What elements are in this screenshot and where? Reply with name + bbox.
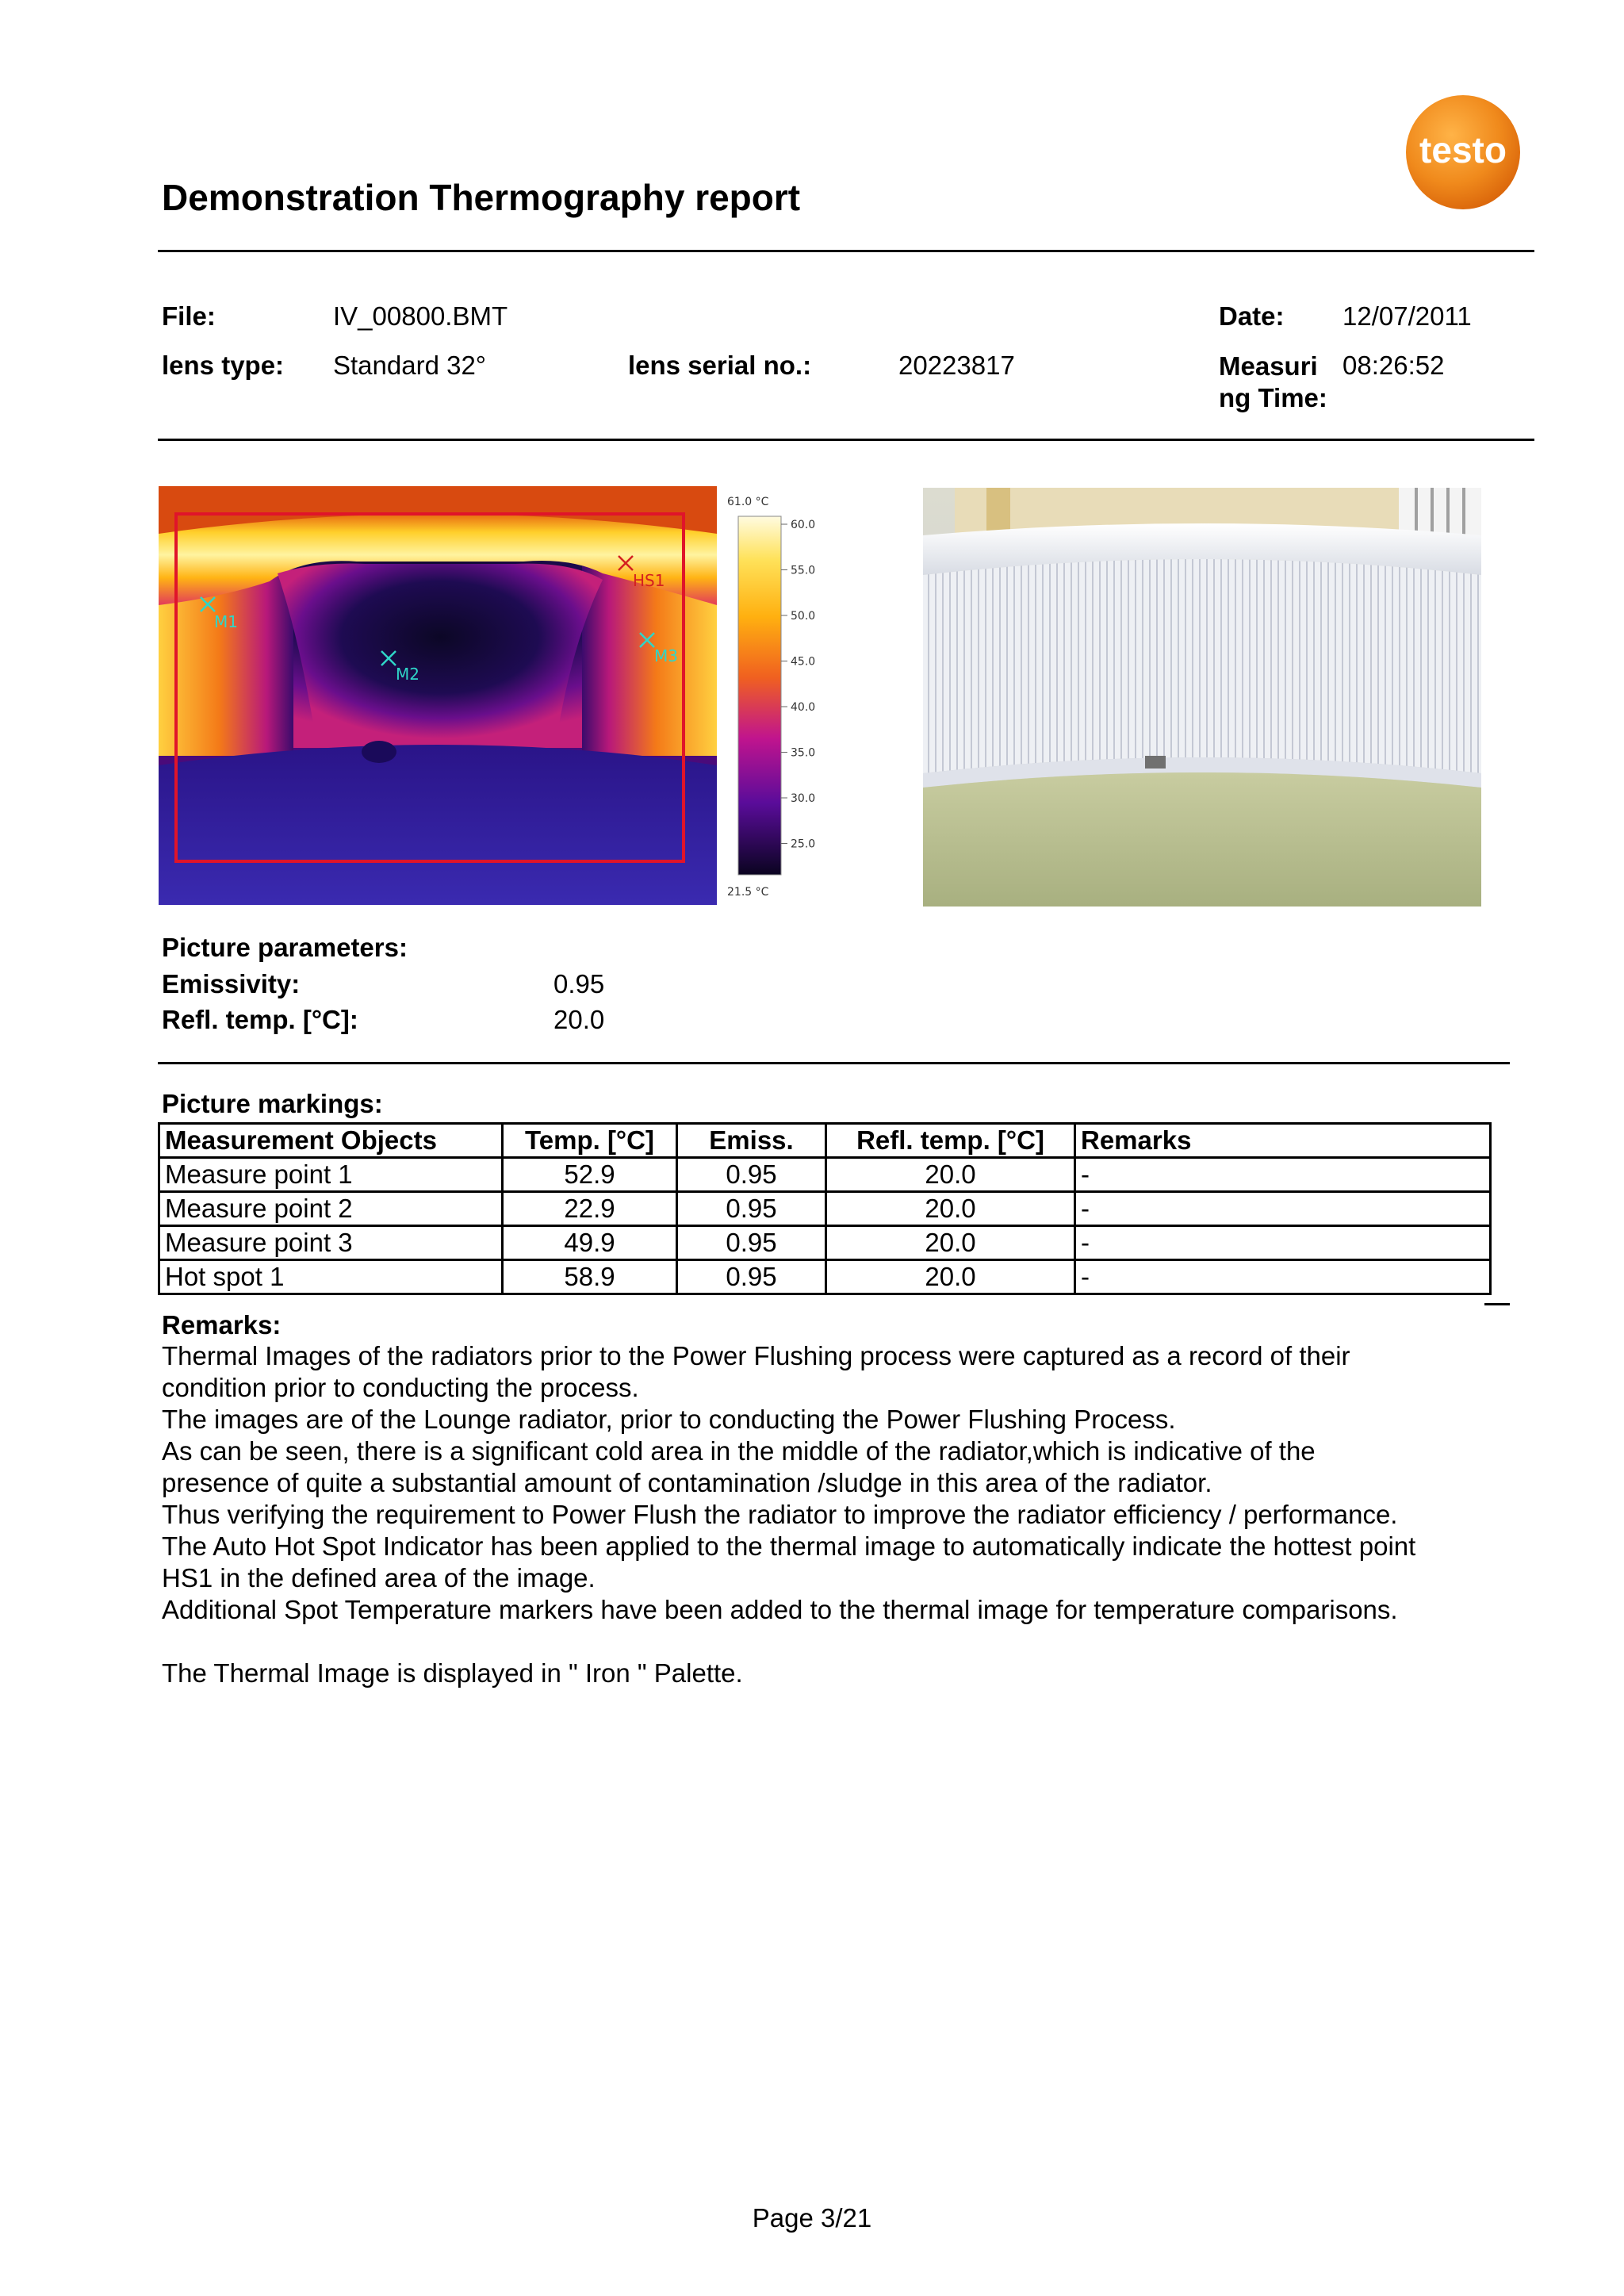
- scale-tick-label: 35.0: [791, 746, 816, 760]
- cell-emiss: 0.95: [677, 1158, 826, 1192]
- measuring-time-label-line2: ng Time:: [1219, 383, 1327, 412]
- emissivity-label: Emissivity:: [162, 969, 301, 999]
- lens-type-value: Standard 32°: [333, 351, 487, 380]
- markings-table: [158, 1122, 1492, 1295]
- testo-logo: [1388, 79, 1538, 226]
- report-title: Demonstration Thermography report: [162, 177, 801, 218]
- cell-remarks: -: [1075, 1260, 1491, 1294]
- remarks-line: Thermal Images of the radiators prior to the Power Flushing process were captured as a record of their: [162, 1341, 1350, 1370]
- cell-temp: 49.9: [503, 1226, 677, 1260]
- remarks-line: condition prior to conducting the process.: [162, 1373, 639, 1402]
- thermal-image: [159, 486, 717, 905]
- cell-temp: 22.9: [503, 1192, 677, 1226]
- cell-object: Measure point 3: [159, 1226, 503, 1260]
- col-emiss: Emiss.: [677, 1124, 826, 1158]
- lens-type-label: lens type:: [162, 351, 285, 380]
- cell-object: Measure point 2: [159, 1192, 503, 1226]
- markings-header-row: [159, 1124, 1491, 1158]
- table-row: [159, 1260, 1491, 1294]
- cell-emiss: 0.95: [677, 1260, 826, 1294]
- date-value: 12/07/2011: [1342, 301, 1472, 331]
- scale-tick-label: 25.0: [791, 838, 816, 851]
- cell-refl: 20.0: [826, 1226, 1075, 1260]
- cell-object: Hot spot 1: [159, 1260, 503, 1294]
- cell-refl: 20.0: [826, 1192, 1075, 1226]
- col-temp: Temp. [°C]: [503, 1124, 677, 1158]
- scale-tick-label: 30.0: [791, 792, 816, 805]
- remarks-text: [162, 1340, 1526, 1689]
- remarks-line: As can be seen, there is a significant cold area in the middle of the radiator,which is indicative of the: [162, 1436, 1316, 1466]
- picture-parameters-heading: Picture parameters:: [162, 933, 408, 962]
- lens-serial-value: 20223817: [898, 351, 1015, 380]
- marker-m2: M2: [396, 665, 419, 684]
- measuring-time-value: 08:26:52: [1342, 351, 1445, 380]
- remarks-blank-line: [162, 1626, 1526, 1658]
- cell-emiss: 0.95: [677, 1226, 826, 1260]
- remarks-line: Additional Spot Temperature markers have been added to the thermal image for temperature comparisons.: [162, 1595, 1398, 1624]
- scale-max-label: 61.0 °C: [727, 496, 769, 508]
- page-number: Page 3/21: [752, 2203, 872, 2233]
- cell-refl: 20.0: [826, 1158, 1075, 1192]
- file-value: IV_00800.BMT: [333, 301, 508, 331]
- table-end-rule: [1484, 1303, 1510, 1305]
- remarks-line: Thus verifying the requirement to Power Flush the radiator to improve the radiator efficiency / performance.: [162, 1500, 1398, 1529]
- scale-min-label: 21.5 °C: [727, 886, 769, 899]
- remarks-heading: Remarks:: [162, 1310, 282, 1340]
- remarks-line: The Auto Hot Spot Indicator has been applied to the thermal image to automatically indicate the hottest point: [162, 1531, 1416, 1561]
- picture-markings-heading: Picture markings:: [162, 1089, 383, 1118]
- logo-text: testo: [1419, 129, 1507, 171]
- emissivity-value: 0.95: [553, 969, 605, 999]
- cell-remarks: -: [1075, 1226, 1491, 1260]
- cell-emiss: 0.95: [677, 1192, 826, 1226]
- col-remarks: Remarks: [1075, 1124, 1491, 1158]
- marker-m3: M3: [654, 646, 678, 665]
- lens-serial-label: lens serial no.:: [628, 351, 812, 380]
- remarks-line: The images are of the Lounge radiator, prior to conducting the Power Flushing Process.: [162, 1405, 1176, 1434]
- table-row: [159, 1226, 1491, 1260]
- scale-tick-label: 60.0: [791, 519, 816, 531]
- col-refl-temp: Refl. temp. [°C]: [826, 1124, 1075, 1158]
- cell-temp: 52.9: [503, 1158, 677, 1192]
- cell-remarks: -: [1075, 1158, 1491, 1192]
- remarks-line: HS1 in the defined area of the image.: [162, 1563, 596, 1593]
- refl-temp-label: Refl. temp. [°C]:: [162, 1005, 358, 1034]
- marker-m1: M1: [214, 612, 238, 631]
- table-row: [159, 1158, 1491, 1192]
- scale-ticks: [781, 519, 815, 851]
- scale-tick-label: 55.0: [791, 564, 816, 577]
- refl-temp-value: 20.0: [553, 1005, 605, 1034]
- measuring-time-label: [1219, 351, 1327, 414]
- cell-refl: 20.0: [826, 1260, 1075, 1294]
- temperature-scale: [718, 486, 833, 905]
- scale-tick-label: 40.0: [791, 701, 816, 714]
- header-divider-top: [158, 250, 1534, 252]
- scale-tick-label: 50.0: [791, 610, 816, 623]
- marker-hs1: HS1: [633, 571, 665, 590]
- col-measurement-objects: Measurement Objects: [159, 1124, 503, 1158]
- date-label: Date:: [1219, 301, 1285, 331]
- remarks-line: The Thermal Image is displayed in " Iron " Palette.: [162, 1658, 743, 1688]
- cell-temp: 58.9: [503, 1260, 677, 1294]
- cell-object: Measure point 1: [159, 1158, 503, 1192]
- scale-tick-label: 45.0: [791, 655, 816, 669]
- measuring-time-label-line1: Measuri: [1219, 351, 1318, 381]
- file-label: File:: [162, 301, 216, 331]
- parameters-divider: [158, 1062, 1510, 1064]
- table-row: [159, 1192, 1491, 1226]
- remarks-line: presence of quite a substantial amount of contamination /sludge in this area of the radiator.: [162, 1468, 1212, 1497]
- header-divider-bottom: [158, 439, 1534, 441]
- cell-remarks: -: [1075, 1192, 1491, 1226]
- real-photo: [923, 488, 1481, 907]
